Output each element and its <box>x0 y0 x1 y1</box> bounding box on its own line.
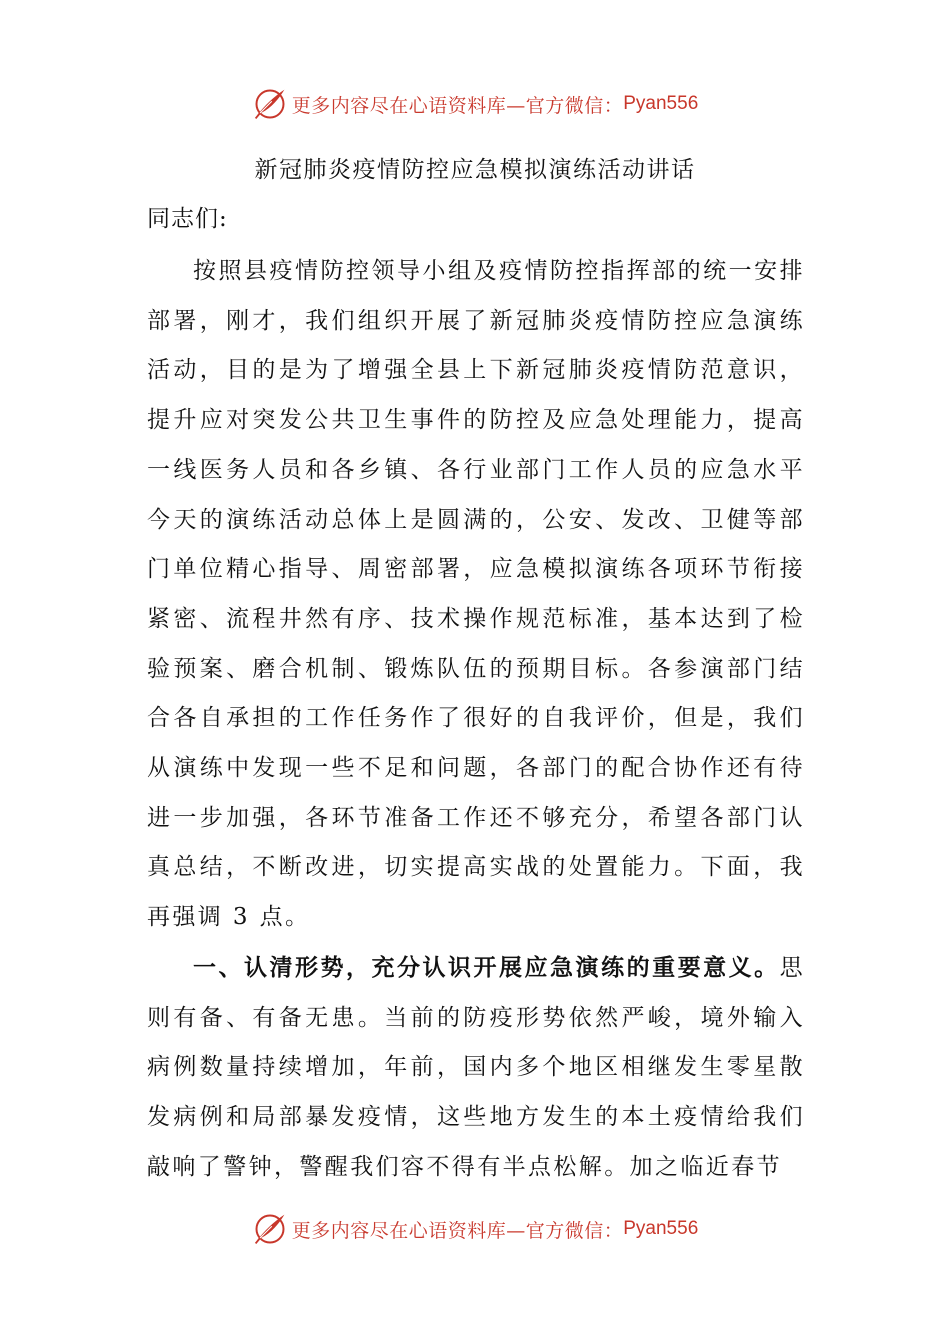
document-title: 新冠肺炎疫情防控应急模拟演练活动讲话 <box>254 157 696 183</box>
banner-text: 更多内容尽在心语资料库—官方微信： <box>291 1219 624 1242</box>
banner-text: 更多内容尽在心语资料库—官方微信： <box>291 94 624 117</box>
header-banner <box>0 84 950 124</box>
footer-banner <box>0 1209 950 1249</box>
banner-wechat-id: Pyan556 <box>623 93 699 114</box>
quill-pen-circle-icon <box>252 86 288 122</box>
section-heading: 一、认清形势，充分认识开展应急演练的重要意义。 <box>193 955 780 981</box>
quill-pen-circle-icon <box>252 1211 288 1247</box>
banner-wechat-id: Pyan556 <box>623 1218 699 1239</box>
section-body: 思则有备、有备无患。当前的防疫形势依然严峻，境外输入病例数量持续增加，年前，国内多个地区相继发生零星散发病例和局部暴发疫情，这些地方发生的本土疫情给我们敲响了警钟，警醒我们容不得有半点松解。加之临近春节 <box>147 955 805 1180</box>
paragraph-section-one <box>147 944 805 1193</box>
paragraph-intro: 按照县疫情防控领导小组及疫情防控指挥部的统一安排部署，刚才，我们组织开展了新冠肺炎疫情防控应急演练活动，目的是为了增强全县上下新冠肺炎疫情防范意识，提升应对突发公共卫生事件的防控及应急处理能力，提高一线医务人员和各乡镇、各行业部门工作人员的应急水平今天的演练活动总体上是圆满的，公安、发改、卫健等部门单位精心指导、周密部署，应急模拟演练各项环节衔接紧密、流程井然有序、技术操作规范标准，基本达到了检验预案、磨合机制、锻炼队伍的预期目标。各参演部门结合各自承担的工作任务作了很好的自我评价，但是，我们从演练中发现一些不足和问题，各部门的配合协作还有待进一步加强，各环节准备工作还不够充分，希望各部门认真总结，不断改进，切实提高实战的处置能力。下面，我再强调 3 点。 <box>147 258 805 931</box>
salutation: 同志们: <box>147 206 228 232</box>
